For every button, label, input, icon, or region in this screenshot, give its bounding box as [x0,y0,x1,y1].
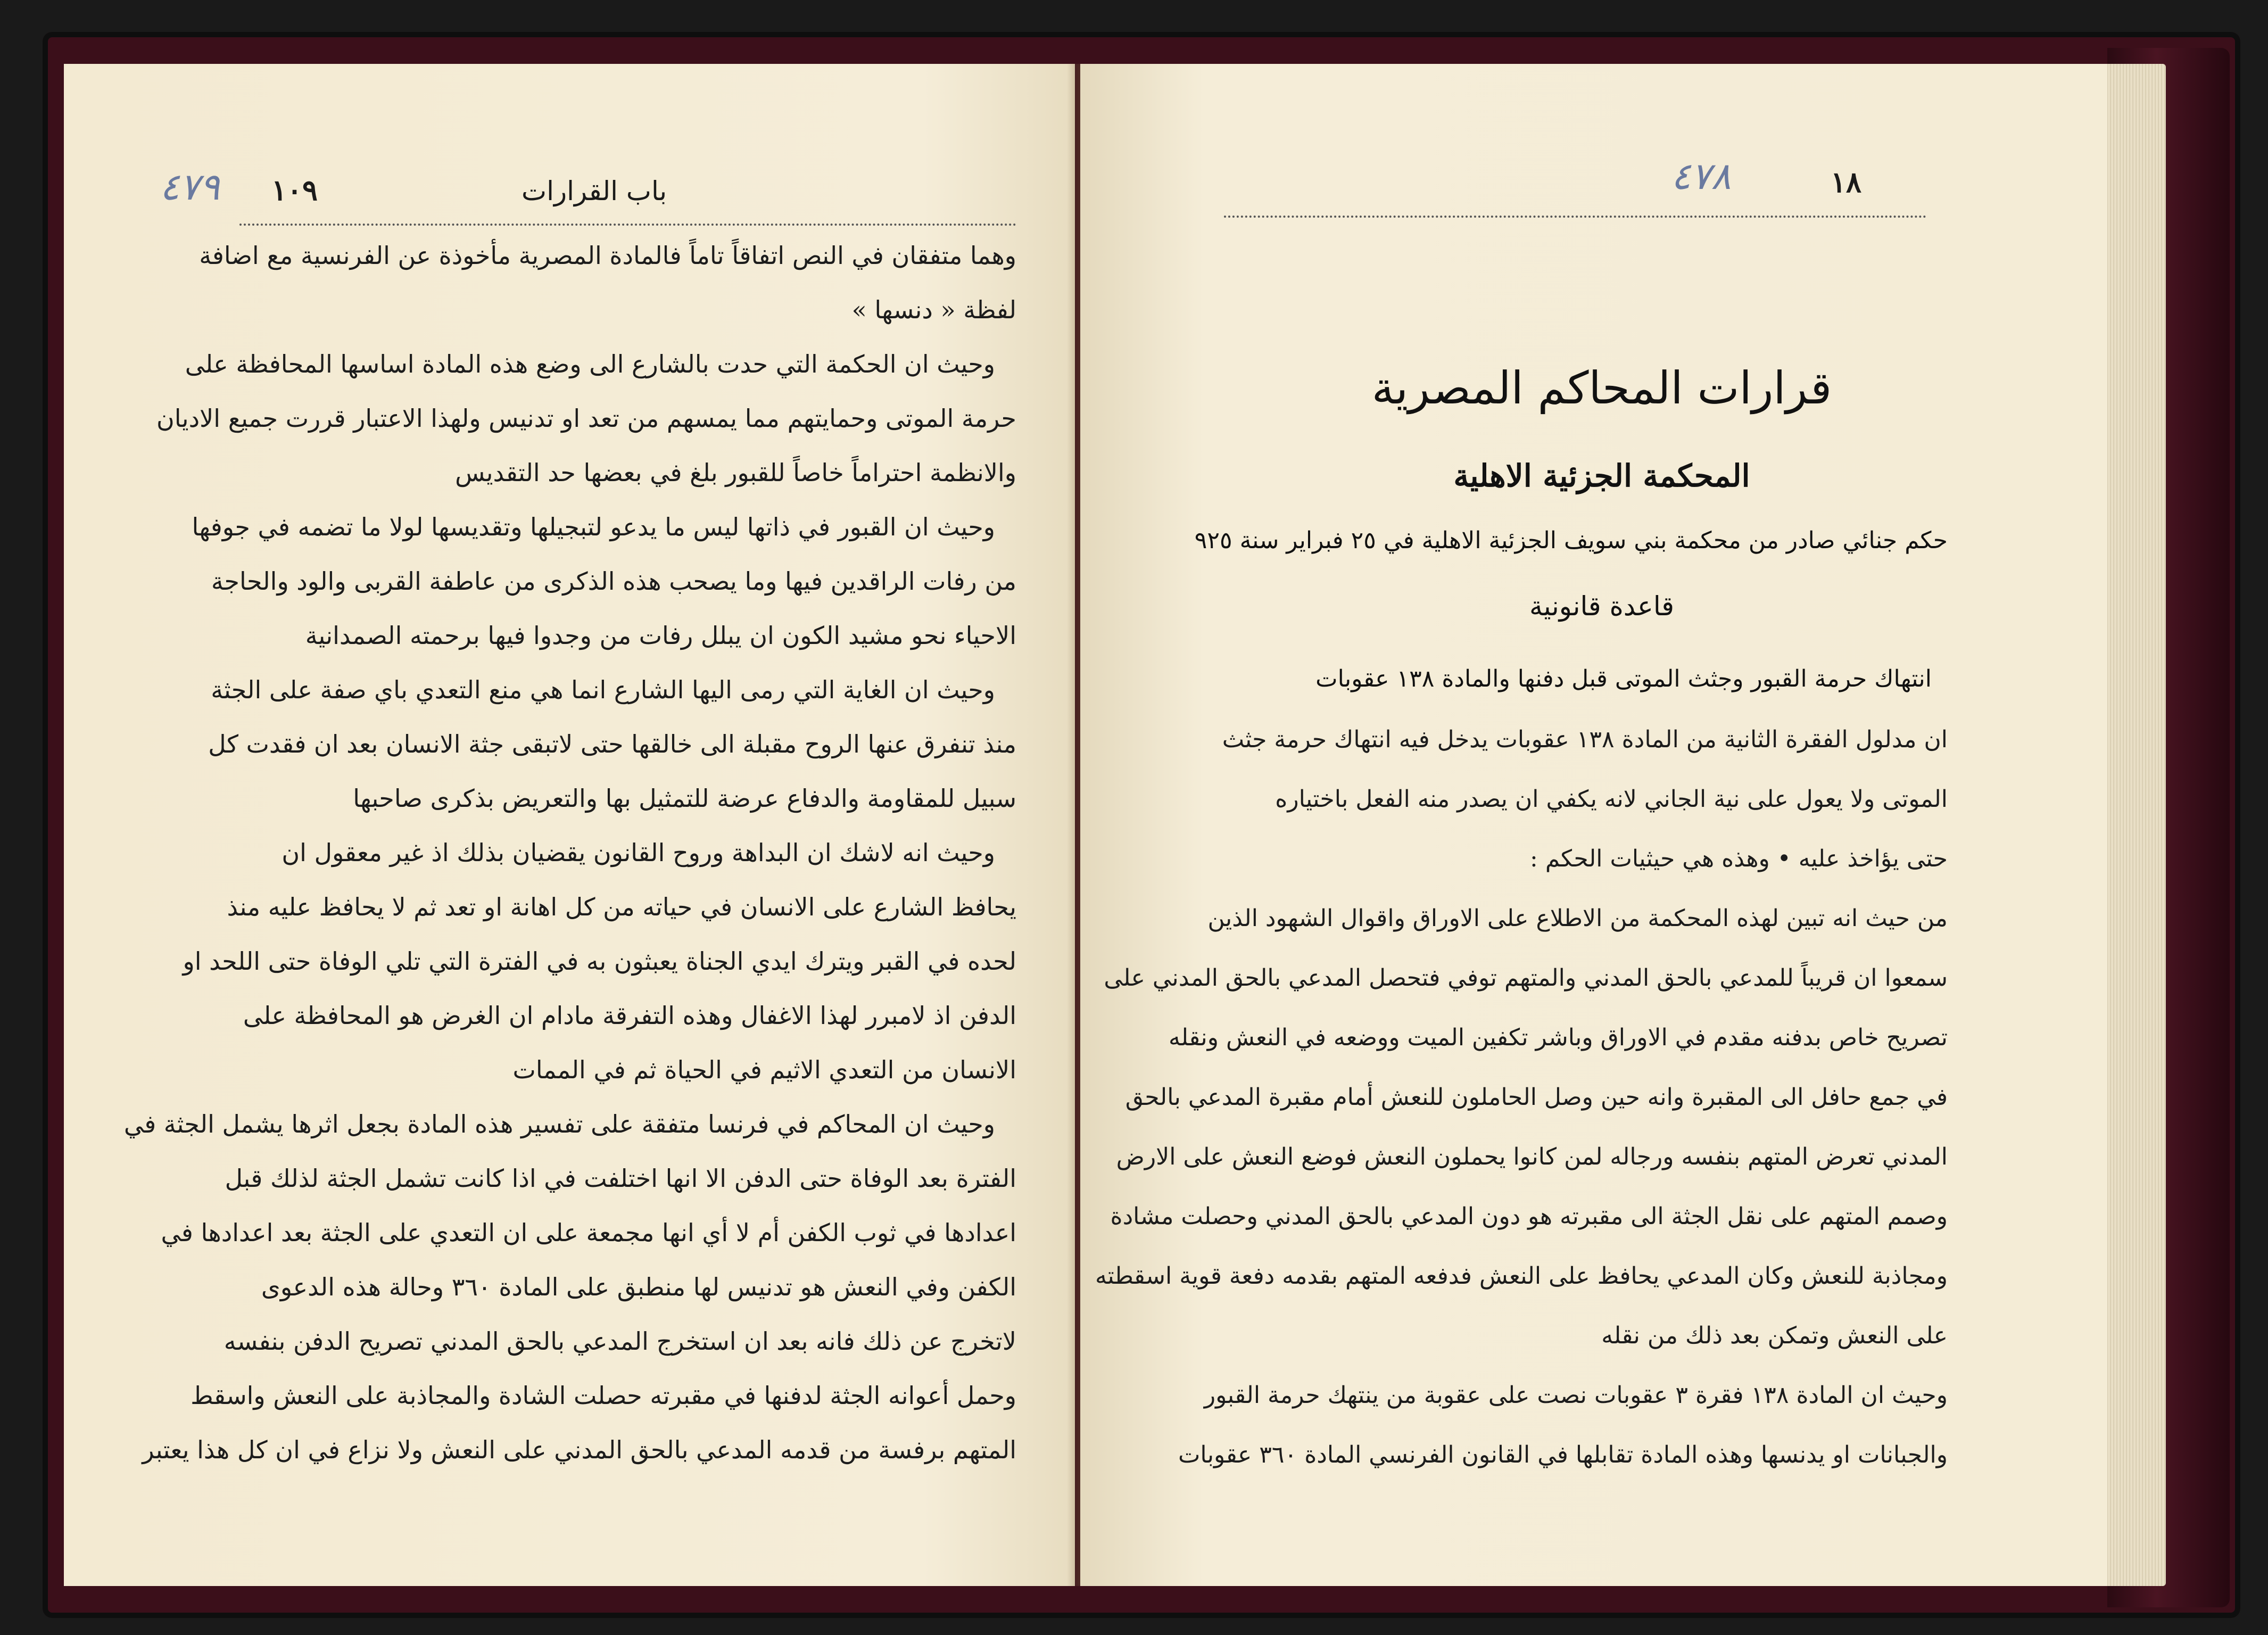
right-line: الموتى ولا يعول على نية الجاني لانه يكفي ان يصدر منه الفعل باختياره [1275,786,1948,813]
right-line: والجبانات او يدنسها وهذه المادة تقابلها في القانون الفرنسي المادة ٣٦٠ عقوبات [1178,1441,1948,1468]
right-line: على النعش وتمكن بعد ذلك من نقله [1601,1322,1948,1349]
right-line: سمعوا ان قريباً للمدعي بالحق المدني والمتهم توفي فتحصل المدعي بالحق المدني على [1104,964,1948,992]
right-line: في جمع حافل الى المقبرة وانه حين وصل الحاملون للنعش أمام مقبرة المدعي بالحق [1125,1084,1948,1111]
left-line: وهما متفقان في النص اتفاقاً تاماً فالمادة المصرية مأخوذة عن الفرنسية مع اضافة [199,241,1016,270]
ruling-line: حكم جنائي صادر من محكمة بني سويف الجزئية الاهلية في ٢٥ فبراير سنة ٩٢٥ [1194,527,1948,554]
right-line: ومجاذبة للنعش وكان المدعي يحافظ على النعش فدفعه المتهم بقدمه دفعة قوية اسقطته [1095,1262,1948,1290]
left-line: يحافظ الشارع على الانسان في حياته من كل اهانة او تعد ثم لا يحافظ عليه منذ [227,893,1016,921]
left-line: لحده في القبر ويترك ايدي الجناة يعبثون به في الفترة التي تلي الوفاة حتى اللحد او [183,947,1016,976]
left-page-number: ١٠٩ [271,173,318,207]
left-line: منذ تنفرق عنها الروح مقبلة الى خالقها حتى لاتبقى جثة الانسان بعد ان فقدت كل [208,730,1016,758]
right-line: وحيث ان المادة ١٣٨ فقرة ٣ عقوبات نصت على عقوبة من ينتهك حرمة القبور [1204,1382,1948,1409]
left-line: وحمل أعوانه الجثة لدفنها في مقبرته حصلت الشادة والمجاذبة على النعش واسقط [191,1381,1016,1410]
left-running-head: باب القرارات [522,176,667,207]
left-line: لفظة « دنسها » [851,295,1016,324]
left-header-rule [239,224,1016,226]
page-stack-edge [2102,64,2166,1586]
left-line: لاتخرج عن ذلك فانه بعد ان استخرج المدعي بالحق المدني تصريح الدفن بنفسه [224,1327,1016,1356]
right-line: تصريح خاص بدفنه مقدم في الاوراق وباشر تكفين الميت ووضعه في النعش ونقله [1169,1024,1948,1051]
left-line: الكفن وفي النعش هو تدنيس لها منطبق على المادة ٣٦٠ وحالة هذه الدعوى [261,1273,1016,1301]
left-line: والانظمة احتراماً خاصاً للقبور بلغ في بعضها حد التقديس [455,458,1016,487]
right-line: حتى يؤاخذ عليه • وهذه هي حيثيات الحكم : [1530,845,1948,872]
right-line: من حيث انه تبين لهذه المحكمة من الاطلاع على الاوراق واقوال الشهود الذين [1207,905,1948,932]
left-line: المتهم برفسة من قدمه المدعي بالحق المدني على النعش ولا نزاع في ان كل هذا يعتبر [142,1435,1016,1464]
left-line: من رفات الراقدين فيها وما يصحب هذه الذكرى من عاطفة القربى والود والحاجة [211,567,1016,596]
right-page [1080,64,2107,1586]
court-subtitle: المحكمة الجزئية الاهلية [1453,458,1750,494]
left-line: الاحياء نحو مشيد الكون ان يبلل رفات من وجدوا فيها برحمته الصمدانية [305,621,1016,650]
left-line: وحيث ان الحكمة التي حدت بالشارع الى وضع هذه المادة اساسها المحافظة على [185,350,995,378]
right-header-rule [1224,216,1926,218]
right-line: وصمم المتهم على نقل الجثة الى مقبرته هو دون المدعي بالحق المدني وحصلت مشادة [1110,1203,1948,1230]
left-line: حرمة الموتى وحمايتهم مما يمسهم من تعد او تدنيس ولهذا الاعتبار قررت جميع الاديان [156,404,1016,433]
left-line: وحيث ان الغاية التي رمى اليها الشارع انما هي منع التعدي باي صفة على الجثة [211,675,995,704]
rule-text: انتهاك حرمة القبور وجثث الموتى قبل دفنها والمادة ١٣٨ عقوبات [1315,665,1932,692]
right-line: ان مدلول الفقرة الثانية من المادة ١٣٨ عقوبات يدخل فيه انتهاك حرمة جثث [1222,726,1948,753]
left-body-text [123,240,1016,1517]
left-line: سبيل للمقاومة والدفاع عرضة للتمثيل بها والتعريض بذكرى صاحبها [353,784,1016,813]
left-line: وحيث ان المحاكم في فرنسا متفقة على تفسير هذه المادة بجعل اثرها يشمل الجثة في [123,1110,995,1138]
left-line: الانسان من التعدي الاثيم في الحياة ثم في الممات [512,1055,1016,1084]
right-handwritten-number: ٤٧٨ [1671,154,1731,198]
right-line: المدني تعرض المتهم بنفسه ورجاله لمن كانوا يحملون النعش فوضع النعش على الارض [1116,1143,1948,1170]
left-page [64,64,1075,1586]
left-line: وحيث انه لاشك ان البداهة وروح القانون يقضيان بذلك اذ غير معقول ان [282,838,995,867]
left-line: الفترة بعد الوفاة حتى الدفن الا انها اختلفت في اذا كانت تشمل الجثة لذلك قبل [225,1164,1016,1193]
left-line: الدفن اذ لامبرر لهذا الاغفال وهذه التفرقة مادام ان الغرض هو المحافظة على [243,1001,1016,1030]
left-handwritten-number: ٤٧٩ [160,165,220,209]
left-line: وحيث ان القبور في ذاتها ليس ما يدعو لتبجيلها وتقديسها لولا ما تضمه في جوفها [192,513,995,541]
right-page-number: ١٨ [1831,165,1862,199]
left-line: اعدادها في ثوب الكفن أم لا أي انها مجمعة على ان التعدي على الجثة بعد اعدادها في [161,1218,1016,1247]
right-body-text [1095,724,1948,1533]
rule-heading: قاعدة قانونية [1529,591,1674,622]
document-title: قرارات المحاكم المصرية [1371,362,1832,414]
